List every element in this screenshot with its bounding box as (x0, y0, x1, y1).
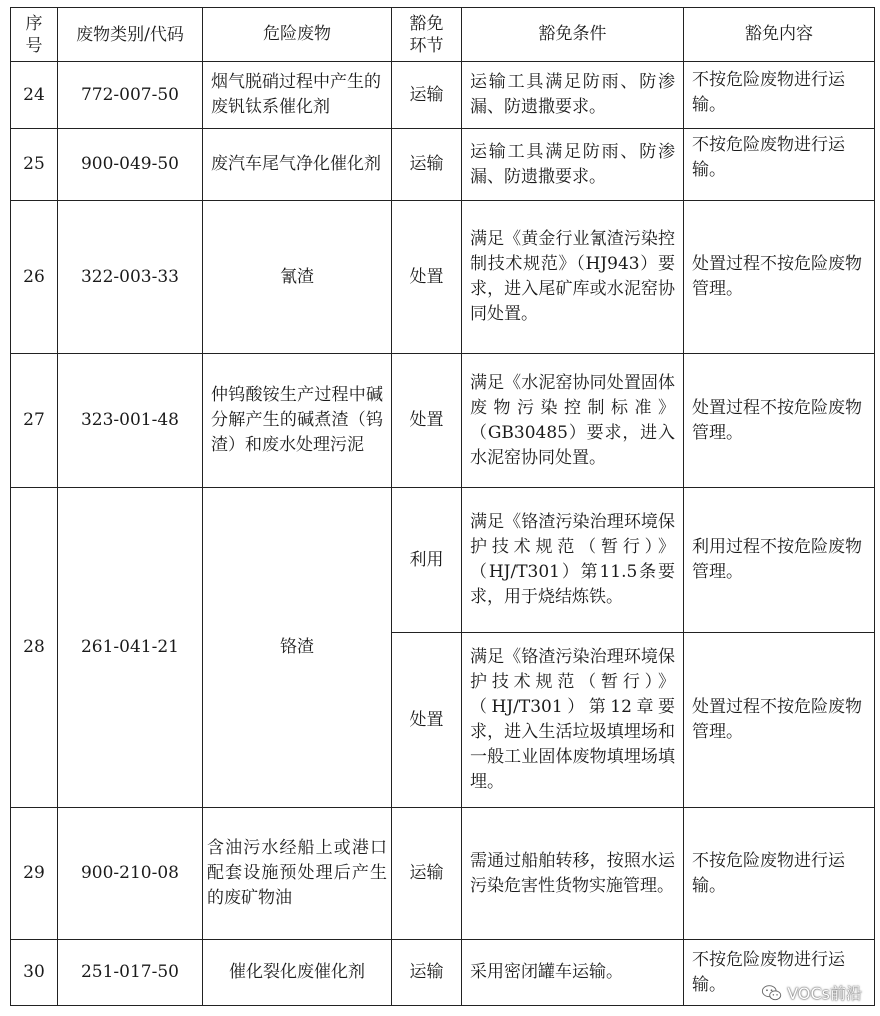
row-waste: 烟气脱硝过程中产生的废钒钛系催化剂 (203, 62, 392, 129)
row-content: 处置过程不按危险废物管理。 (684, 633, 875, 808)
row-stage: 运输 (392, 940, 462, 1006)
exemption-table (10, 7, 875, 1006)
row-seq: 27 (11, 354, 58, 488)
row-waste: 铬渣 (203, 488, 392, 808)
row-code: 322-003-33 (58, 201, 203, 354)
row-seq: 24 (11, 62, 58, 129)
row-content: 处置过程不按危险废物管理。 (684, 354, 875, 488)
header-row (11, 8, 875, 62)
row-waste: 仲钨酸铵生产过程中碱分解产生的碱煮渣（钨渣）和废水处理污泥 (203, 354, 392, 488)
table-row (11, 354, 875, 488)
table-row (11, 808, 875, 940)
row-condition: 运输工具满足防雨、防渗漏、防遗撒要求。 (462, 129, 684, 201)
row-condition: 满足《铬渣污染治理环境保护技术规范（暂行）》（HJ/T301）第11.5条要求，用于烧结炼铁。 (462, 488, 684, 633)
header-seq: 序号 (11, 8, 58, 62)
wechat-logo-icon (761, 982, 783, 1004)
header-stage: 豁免环节 (392, 8, 462, 62)
row-waste: 催化裂化废催化剂 (203, 940, 392, 1006)
row-content: 处置过程不按危险废物管理。 (684, 201, 875, 354)
row-seq: 25 (11, 129, 58, 201)
table-row (11, 940, 875, 1006)
table-row (11, 201, 875, 354)
row-stage: 处置 (392, 354, 462, 488)
row-seq: 28 (11, 488, 58, 808)
row-stage: 处置 (392, 633, 462, 808)
table-row (11, 129, 875, 201)
header-code: 废物类别/代码 (58, 8, 203, 62)
table-row (11, 62, 875, 129)
row-code: 251-017-50 (58, 940, 203, 1006)
row-condition: 运输工具满足防雨、防渗漏、防遗撒要求。 (462, 62, 684, 129)
row-condition: 满足《黄金行业氰渣污染控制技术规范》（HJ943）要求，进入尾矿库或水泥窑协同处置。 (462, 201, 684, 354)
row-stage: 处置 (392, 201, 462, 354)
row-content: 不按危险废物进行运输。 (684, 62, 875, 129)
row-seq: 26 (11, 201, 58, 354)
row-content: 不按危险废物进行运输。 (684, 808, 875, 940)
row-waste: 含油污水经船上或港口配套设施预处理后产生的废矿物油 (203, 808, 392, 940)
row-condition: 满足《铬渣污染治理环境保护技术规范（暂行）》（HJ/T301）第12章要求，进入生活垃圾填埋场和一般工业固体废物填埋场填埋。 (462, 633, 684, 808)
row-waste: 废汽车尾气净化催化剂 (203, 129, 392, 201)
row-code: 900-049-50 (58, 129, 203, 201)
row-stage: 运输 (392, 129, 462, 201)
header-waste: 危险废物 (203, 8, 392, 62)
watermark (761, 981, 862, 1004)
row-seq: 30 (11, 940, 58, 1006)
header-condition: 豁免条件 (462, 8, 684, 62)
row-condition: 采用密闭罐车运输。 (462, 940, 684, 1006)
row-code: 323-001-48 (58, 354, 203, 488)
row-content: 不按危险废物进行运输。 (684, 940, 875, 1006)
row-stage: 利用 (392, 488, 462, 633)
header-content: 豁免内容 (684, 8, 875, 62)
row-content: 不按危险废物进行运输。 (684, 129, 875, 201)
row-code: 772-007-50 (58, 62, 203, 129)
watermark-text: VOCs前沿 (787, 984, 862, 1003)
row-condition: 需通过船舶转移，按照水运污染危害性货物实施管理。 (462, 808, 684, 940)
row-waste: 氰渣 (203, 201, 392, 354)
row-code: 261-041-21 (58, 488, 203, 808)
row-seq: 29 (11, 808, 58, 940)
row-condition: 满足《水泥窑协同处置固体废物污染控制标准》（GB30485）要求，进入水泥窑协同处置。 (462, 354, 684, 488)
row-stage: 运输 (392, 808, 462, 940)
table-row (11, 488, 875, 633)
row-code: 900-210-08 (58, 808, 203, 940)
row-stage: 运输 (392, 62, 462, 129)
row-content: 利用过程不按危险废物管理。 (684, 488, 875, 633)
